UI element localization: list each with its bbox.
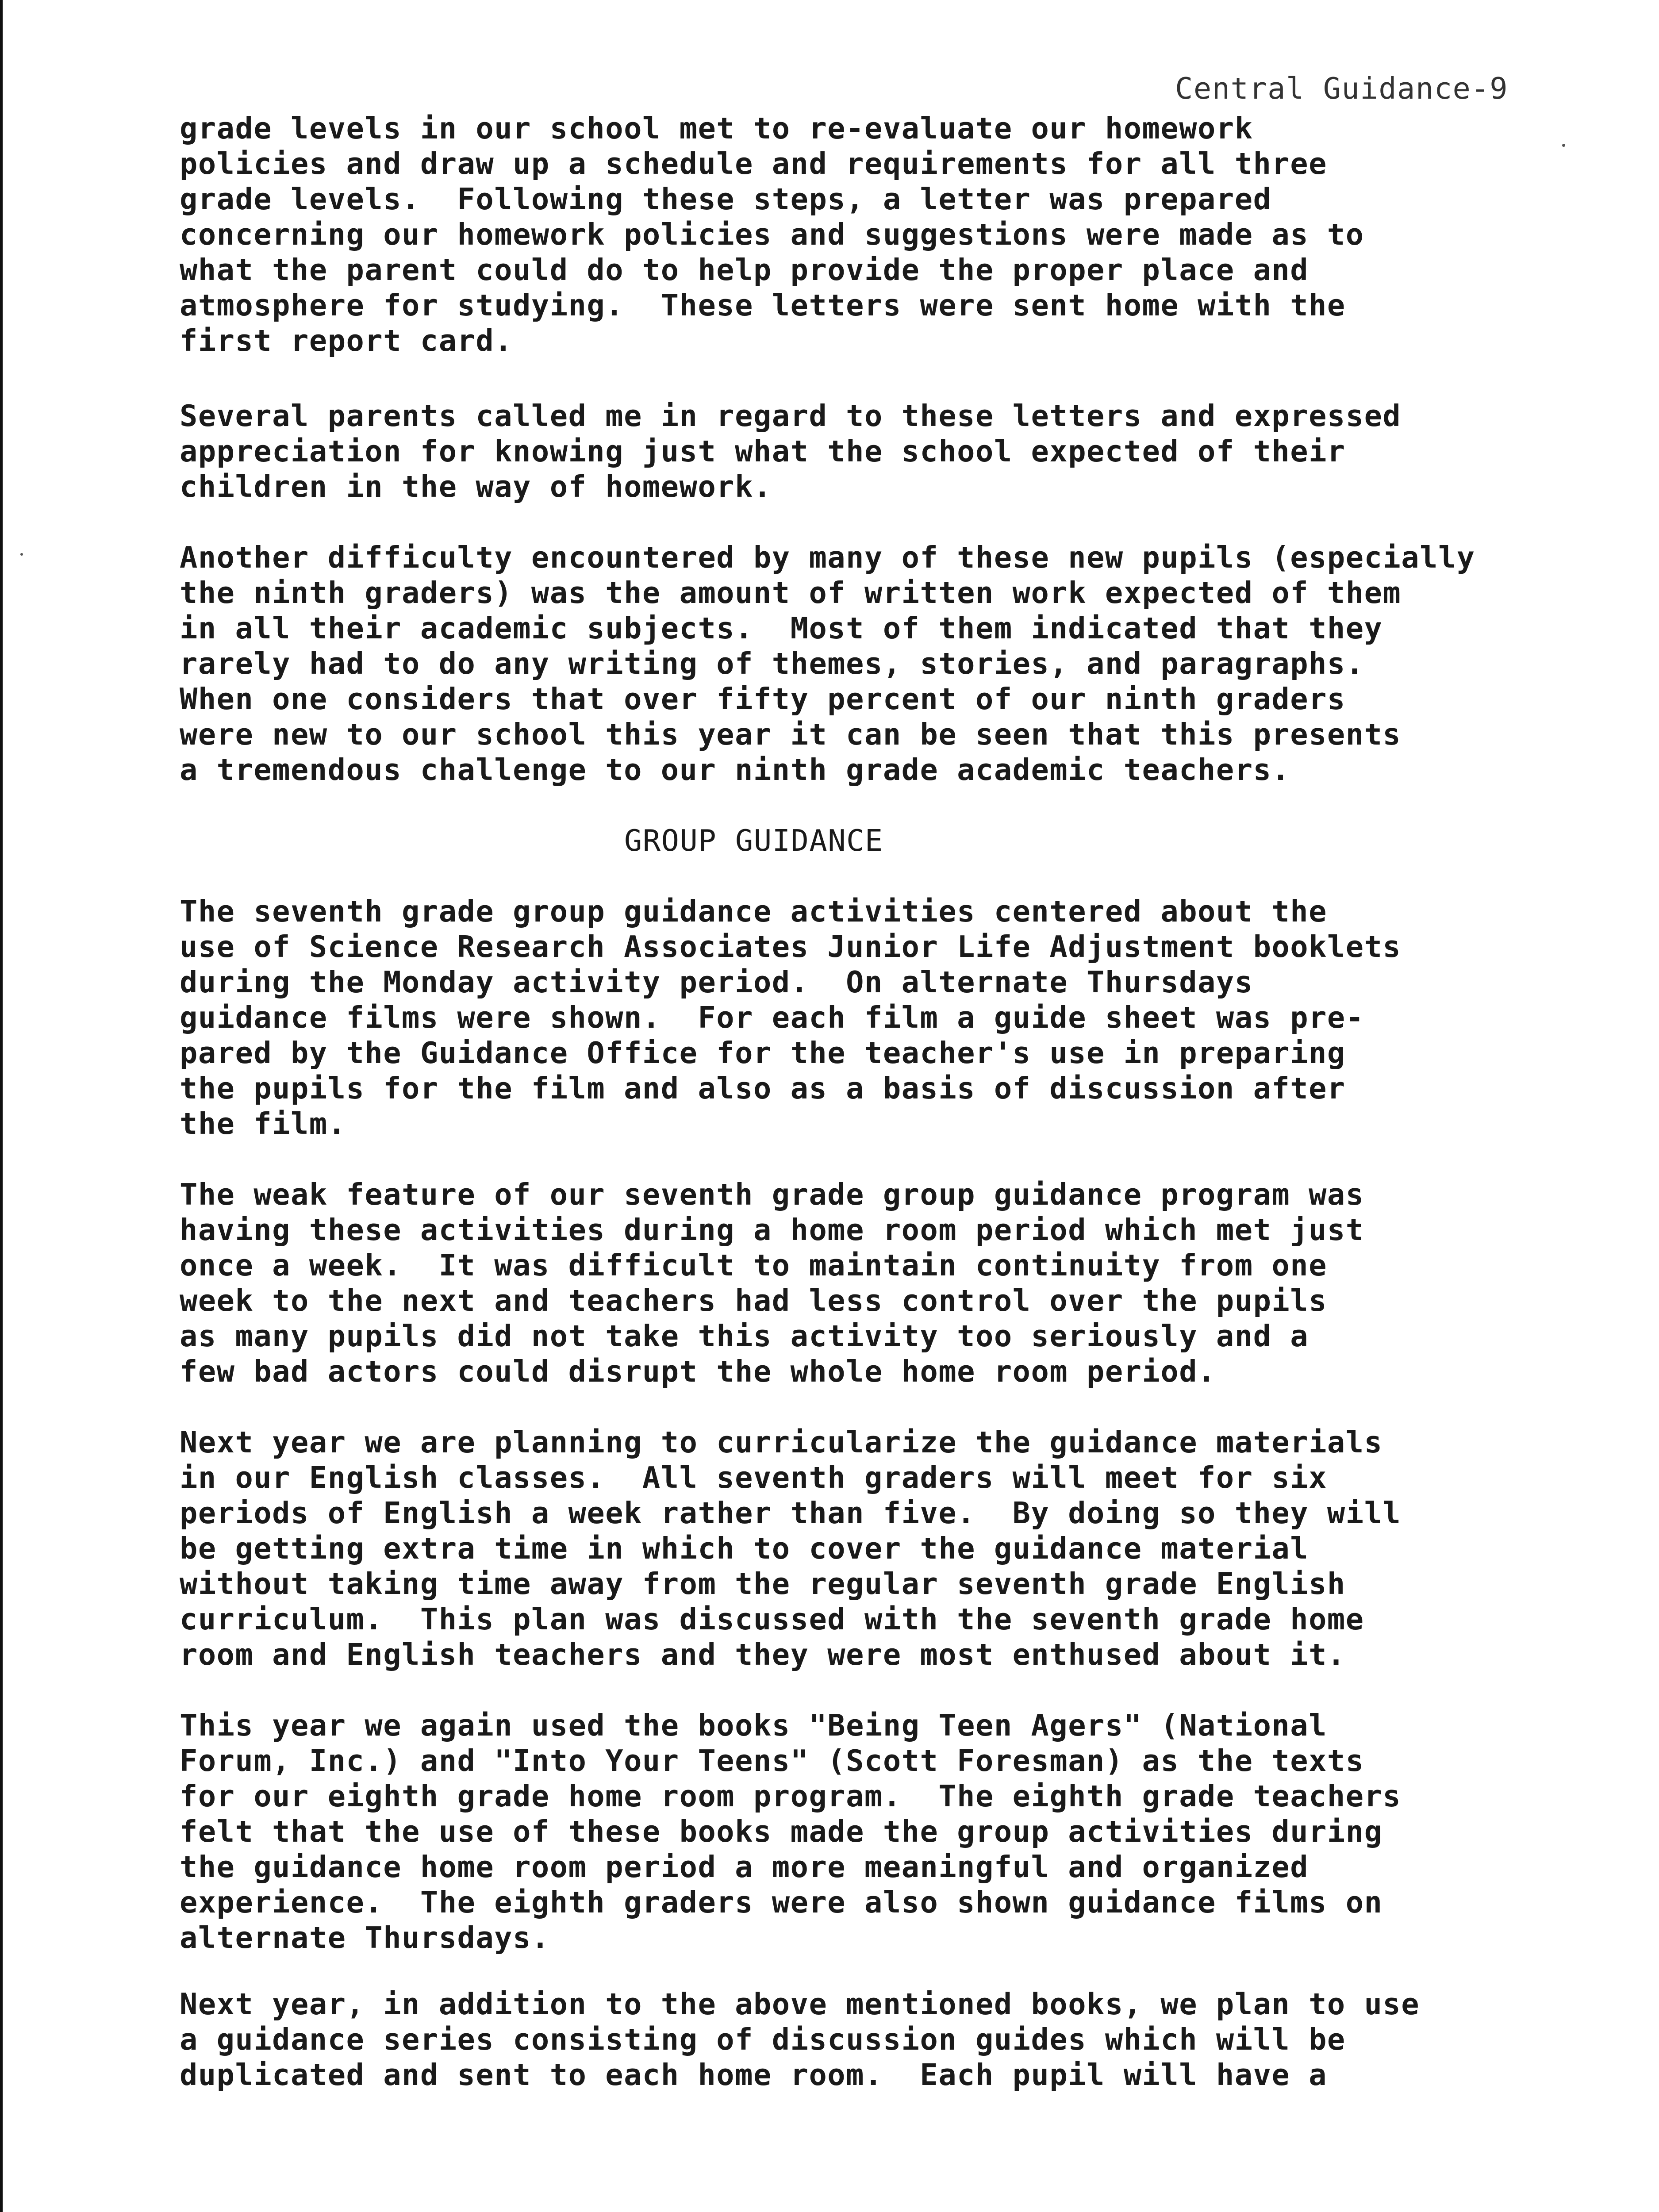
paragraph-7-line-1: This year we again used the books "Being Teen Agers" (National: [180, 1708, 1327, 1743]
paragraph-6-line-1: Next year we are planning to curricularize the guidance materials: [180, 1425, 1383, 1459]
paragraph-1-line-2: policies and draw up a schedule and requirements for all three: [180, 146, 1327, 181]
paragraph-7-line-2: Forum, Inc.) and "Into Your Teens" (Scott Foresman) as the texts: [180, 1743, 1364, 1778]
paragraph-3-line-1: Another difficulty encountered by many of these new pupils (especially: [180, 540, 1475, 575]
paragraph-1-line-5: what the parent could do to help provide the proper place and: [180, 253, 1309, 287]
paragraph-4-line-2: use of Science Research Associates Junior Life Adjustment booklets: [180, 929, 1402, 964]
paragraph-5-line-2: having these activities during a home room period which met just: [180, 1213, 1364, 1247]
section-heading: GROUP GUIDANCE: [624, 823, 883, 858]
paragraph-5-line-5: as many pupils did not take this activity too seriously and a: [180, 1319, 1309, 1353]
paragraph-5-line-3: once a week. It was difficult to maintain continuity from one: [180, 1248, 1327, 1283]
paragraph-3-line-2: the ninth graders) was the amount of written work expected of them: [180, 576, 1402, 610]
paragraph-5-line-1: The weak feature of our seventh grade group guidance program was: [180, 1177, 1364, 1212]
paragraph-7-line-7: alternate Thursdays.: [180, 1920, 550, 1955]
paragraph-2-line-2: appreciation for knowing just what the school expected of their: [180, 434, 1346, 469]
paragraph-3-line-3: in all their academic subjects. Most of them indicated that they: [180, 611, 1383, 645]
paragraph-8-line-1: Next year, in addition to the above mentioned books, we plan to use: [180, 1987, 1420, 2021]
paragraph-2-line-3: children in the way of homework.: [180, 469, 772, 504]
paragraph-7-line-3: for our eighth grade home room program. The eighth grade teachers: [180, 1779, 1402, 1813]
paragraph-1-line-3: grade levels. Following these steps, a letter was prepared: [180, 182, 1272, 216]
paragraph-4-line-1: The seventh grade group guidance activities centered about the: [180, 894, 1327, 929]
paragraph-3-line-7: a tremendous challenge to our ninth grade academic teachers.: [180, 753, 1290, 787]
paragraph-5-line-4: week to the next and teachers had less control over the pupils: [180, 1283, 1327, 1318]
paragraph-6-line-2: in our English classes. All seventh graders will meet for six: [180, 1460, 1327, 1495]
page-number: Central Guidance-9: [1175, 71, 1509, 106]
paragraph-7-line-4: felt that the use of these books made the group activities during: [180, 1814, 1383, 1849]
paragraph-7-line-5: the guidance home room period a more meaningful and organized: [180, 1850, 1309, 1884]
paragraph-1-line-6: atmosphere for studying. These letters were sent home with the: [180, 288, 1346, 323]
paragraph-3-line-6: were new to our school this year it can be seen that this presents: [180, 717, 1402, 752]
paragraph-1-line-4: concerning our homework policies and suggestions were made as to: [180, 217, 1364, 252]
paragraph-3-line-4: rarely had to do any writing of themes, stories, and paragraphs.: [180, 646, 1364, 681]
paragraph-6-line-4: be getting extra time in which to cover the guidance material: [180, 1531, 1309, 1566]
paragraph-6-line-5: without taking time away from the regular seventh grade English: [180, 1567, 1346, 1601]
paragraph-6-line-3: periods of English a week rather than five. By doing so they will: [180, 1496, 1402, 1530]
paragraph-2-line-1: Several parents called me in regard to these letters and expressed: [180, 399, 1402, 433]
paragraph-4-line-6: the pupils for the film and also as a basis of discussion after: [180, 1071, 1346, 1106]
scan-speck: [1562, 144, 1565, 147]
paragraph-8-line-2: a guidance series consisting of discussion guides which will be: [180, 2022, 1346, 2057]
paragraph-8-line-3: duplicated and sent to each home room. Each pupil will have a: [180, 2058, 1327, 2092]
paragraph-1-line-7: first report card.: [180, 323, 513, 358]
paragraph-4-line-4: guidance films were shown. For each film a guide sheet was pre-: [180, 1000, 1364, 1035]
paragraph-4-line-7: the film.: [180, 1106, 346, 1141]
paragraph-6-line-7: room and English teachers and they were most enthused about it.: [180, 1637, 1346, 1672]
paragraph-4-line-3: during the Monday activity period. On alternate Thursdays: [180, 965, 1253, 999]
paragraph-1-line-1: grade levels in our school met to re-evaluate our homework: [180, 111, 1253, 146]
paragraph-5-line-6: few bad actors could disrupt the whole home room period.: [180, 1354, 1216, 1389]
paragraph-7-line-6: experience. The eighth graders were also shown guidance films on: [180, 1885, 1383, 1920]
scan-speck: [20, 553, 23, 556]
paragraph-3-line-5: When one considers that over fifty percent of our ninth graders: [180, 682, 1346, 716]
paragraph-4-line-5: pared by the Guidance Office for the teacher's use in preparing: [180, 1036, 1346, 1070]
paragraph-6-line-6: curriculum. This plan was discussed with the seventh grade home: [180, 1602, 1364, 1636]
